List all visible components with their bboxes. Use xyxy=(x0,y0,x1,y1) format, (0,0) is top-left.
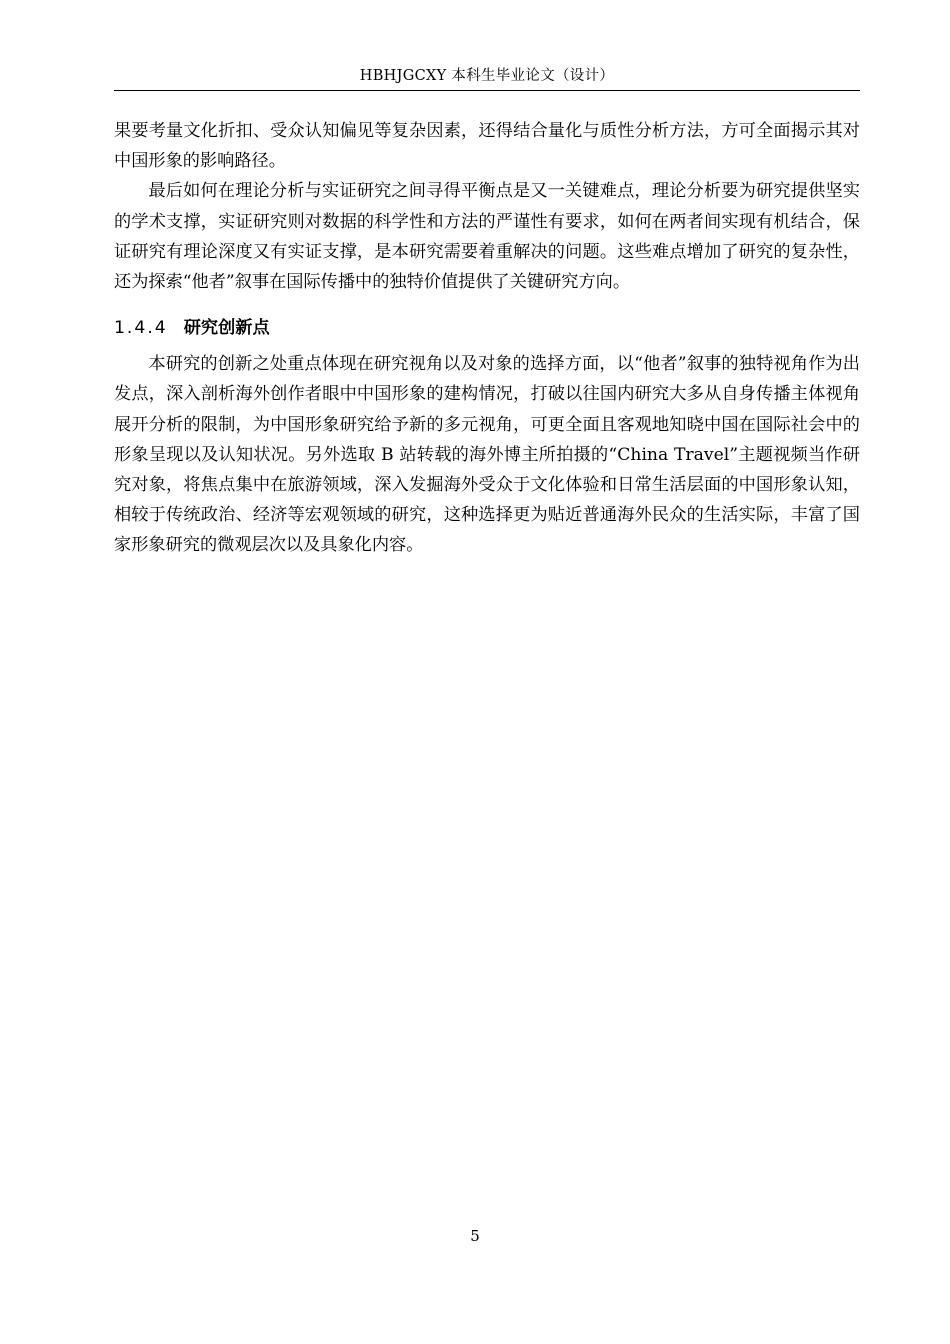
section-title: 研究创新点 xyxy=(183,318,270,339)
section-number: 1.4.4 xyxy=(114,318,168,339)
page-number: 5 xyxy=(470,1227,480,1245)
page-header xyxy=(114,66,860,91)
paragraph-continuation: 果要考量文化折扣、受众认知偏见等复杂因素，还得结合量化与质性分析方法，方可全面揭示其对中国形象的影响路径。 xyxy=(114,121,860,172)
section-heading xyxy=(114,313,860,343)
document-body xyxy=(114,116,860,561)
paragraph-difficulty: 最后如何在理论分析与实证研究之间寻得平衡点是又一关键难点，理论分析要为研究提供坚实的学术支撑，实证研究则对数据的科学性和方法的严谨性有要求，如何在两者间实现有机结合，保证研究有理论深度又有实证支撑，是本研究需要着重解决的问题。这些难点增加了研究的复杂性，还为探索“他者”叙事在国际传播中的独特价值提供了关键研究方向。 xyxy=(114,181,860,293)
paragraph-innovation: 本研究的创新之处重点体现在研究视角以及对象的选择方面，以“他者”叙事的独特视角作为出发点，深入剖析海外创作者眼中中国形象的建构情况，打破以往国内研究大多从自身传播主体视角展开分析的限制，为中国形象研究给予新的多元视角，可更全面且客观地知晓中国在国际社会中的形象呈现以及认知状况。另外选取 B 站转载的海外博主所拍摄的“China Travel”主题视频当作研究对象，将焦点集中在旅游领域，深入发掘海外受众于文化体验和日常生活层面的中国形象认知，相较于传统政治、经济等宏观领域的研究，这种选择更为贴近普通海外民众的生活实际，丰富了国家形象研究的微观层次以及具象化内容。 xyxy=(114,354,860,556)
header-title: HBHJGCXY 本科生毕业论文（设计） xyxy=(359,68,615,84)
